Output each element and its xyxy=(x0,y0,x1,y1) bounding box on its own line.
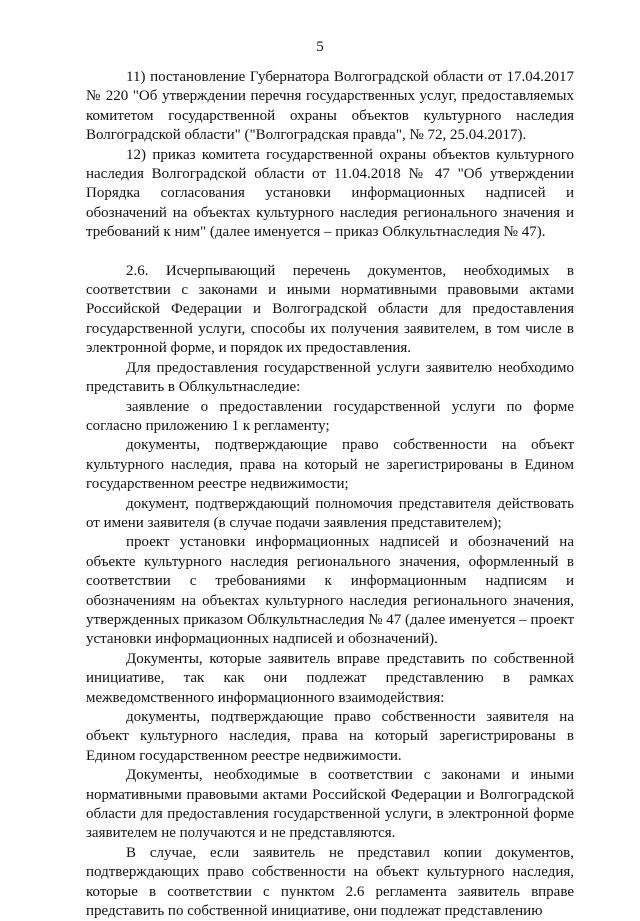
electronic-documents-paragraph: Документы, необходимые в соответствии с законами и иными нормативными правовыми актами Российской Федерации и Волгоградской области для предоставления государственной услуги, в электронной форме заявителем не получаются и не представляются. xyxy=(86,767,574,842)
page-number: 5 xyxy=(316,39,324,55)
paragraph-item-12: 12) приказ комитета государственной охраны объектов культурного наследия Волгоградской области от 11.04.2018 № 47 "Об утверждении Порядка согласования установки информационных надписей и обозначений на объектах культурного наследия регионального значения и требований к ним" (далее именуется – приказ Облкультнаследия № 47). xyxy=(86,146,574,241)
required-document-installation-project: проект установки информационных надписей и обозначений на объекте культурного наследия регионального значения, оформленный в соответствии с требованиями к информационным надписям и обозначениям на объектах культурного наследия регионального значения, утвержденных приказом Облкультнаследия № 47 (далее именуется – проект установки информационных надписей и обозначений). xyxy=(86,534,574,648)
required-documents-intro: Для предоставления государственной услуги заявителю необходимо представить в Облкультнаследие: xyxy=(86,359,574,396)
paragraph-item-11: 11) постановление Губернатора Волгоградской области от 17.04.2017 № 220 "Об утверждении перечня государственных услуг, предоставляемых комитетом государственной охраны объектов культурного наследия Волгоградской области" ("Волгоградская правда", № 72, 25.04.2017). xyxy=(86,69,574,144)
required-document-representative-authority: документ, подтверждающий полномочия представителя действовать от имени заявителя (в случае подачи заявления представителем); xyxy=(86,495,574,531)
section-gap xyxy=(86,243,574,262)
required-document-ownership-unregistered: документы, подтверждающие право собственности на объект культурного наследия, права на который не зарегистрированы в Едином государственном реестре недвижимости; xyxy=(86,437,574,493)
required-document-application: заявление о предоставлении государственной услуги по форме согласно приложению 1 к регламенту; xyxy=(86,398,574,434)
document-body xyxy=(86,68,574,921)
optional-document-ownership-registered: документы, подтверждающие право собственности заявителя на объект культурного наследия, права на который зарегистрированы в Едином государственном реестре недвижимости. xyxy=(86,709,574,764)
optional-documents-intro: Документы, которые заявитель вправе представить по собственной инициативе, так как они подлежат представлению в рамках межведомственного информационного взаимодействия: xyxy=(86,650,574,706)
missing-documents-paragraph: В случае, если заявитель не представил копии документов, подтверждающих право собственности на объект культурного наследия, которые в соответствии с пунктом 2.6 регламента заявитель вправе представить по собственной инициативе, они подлежат представлению xyxy=(86,844,574,920)
section-2-6-heading-paragraph: 2.6. Исчерпывающий перечень документов, необходимых в соответствии с законами и иными нормативными правовыми актами Российской Федерации и Волгоградской области для предоставления государственной услуги, способы их получения заявителем, в том числе в электронной форме, и порядок их предоставления. xyxy=(86,262,574,357)
